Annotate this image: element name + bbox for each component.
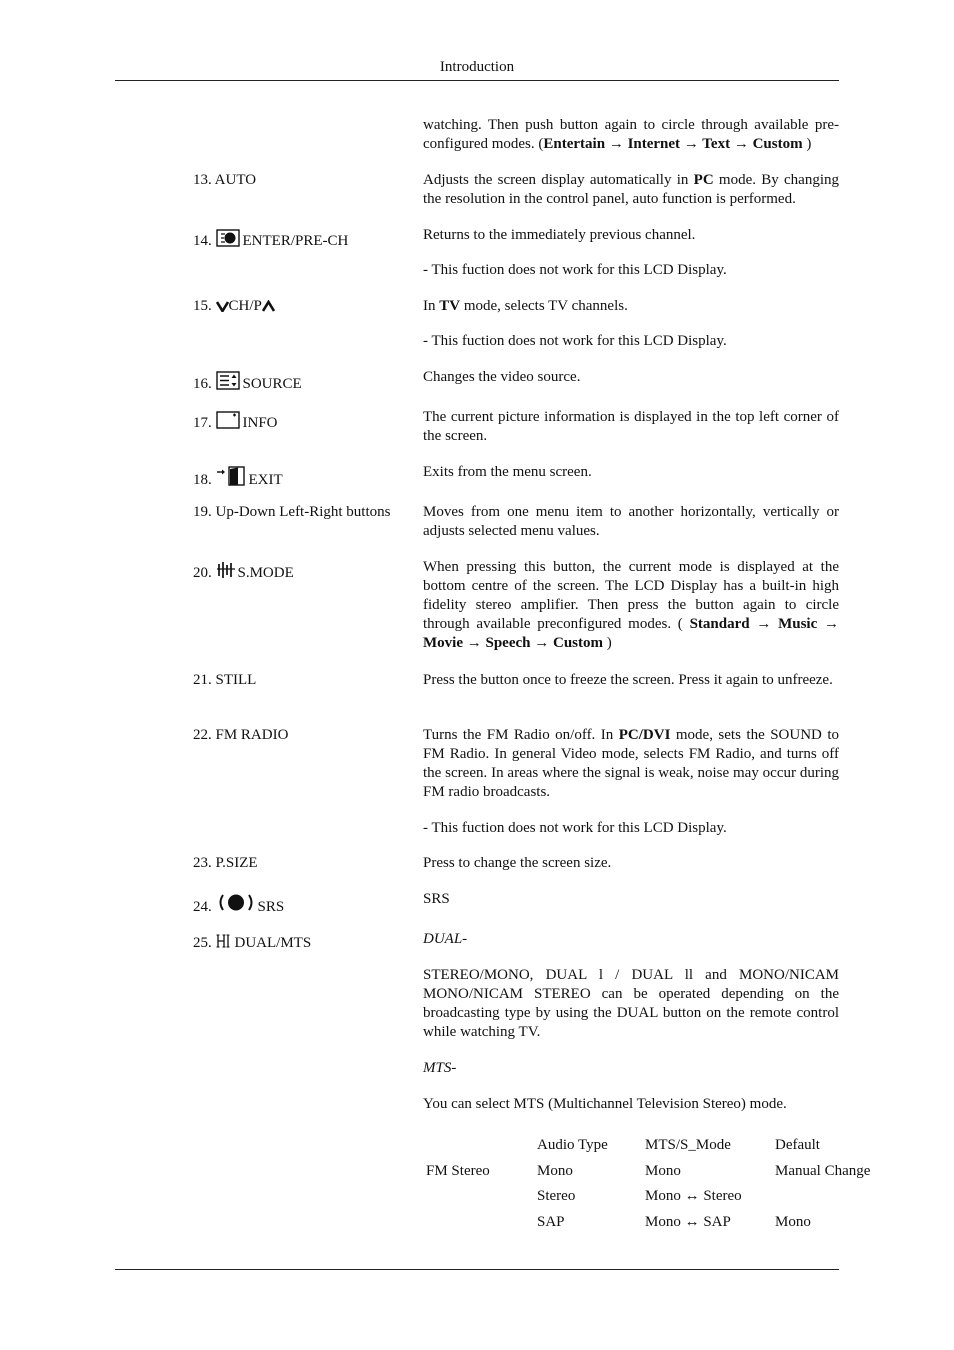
- table-cell: [423, 1184, 537, 1210]
- srs-icon: [216, 893, 256, 919]
- item-srs-desc: SRS: [423, 891, 450, 907]
- intro-paragraph: watching. Then push button again to circle through available pre-configured modes. (Entertain → Internet → Text → Custom ): [423, 117, 839, 152]
- item-exit-label: 18. EXIT: [193, 466, 395, 492]
- item-updown-desc: Moves from one menu item to another horizontally, vertically or adjusts selected menu values.: [423, 504, 839, 539]
- table-cell: Stereo: [537, 1188, 576, 1205]
- table-cell: [423, 1210, 537, 1236]
- item-ch-desc: In TV mode, selects TV channels.: [423, 298, 628, 314]
- item-auto-label: 13. AUTO: [193, 172, 257, 188]
- item-enter-note: - This fuction does not work for this LCD Display.: [423, 262, 727, 278]
- item-source-desc: Changes the video source.: [423, 369, 581, 385]
- mts-heading: MTS-: [423, 1060, 457, 1076]
- chevron-down-icon: [216, 299, 229, 318]
- item-ch-note: - This fuction does not work for this LCD Display.: [423, 333, 727, 349]
- table-cell: Mono ↔ Stereo: [645, 1188, 742, 1205]
- table-header-cell: Default: [775, 1137, 820, 1154]
- mts-table: [423, 1133, 870, 1235]
- smode-icon: [216, 561, 236, 585]
- item-auto-desc: Adjusts the screen display automatically in PC mode. By changing the resolution in the control panel, auto function is performed.: [423, 172, 839, 207]
- item-updown-label: 19. Up-Down Left-Right buttons: [193, 504, 391, 520]
- item-fm-note: - This fuction does not work for this LCD Display.: [423, 820, 727, 836]
- enter-prech-icon: [216, 229, 240, 253]
- dual-heading: DUAL-: [423, 931, 468, 947]
- table-cell: Mono: [775, 1213, 811, 1230]
- item-srs-label: 24. SRS: [193, 893, 395, 919]
- table-header-row: [423, 1133, 870, 1159]
- item-smode-desc: When pressing this button, the current mode is displayed at the bottom centre of the screen. The LCD Display has a built-in high fidelity stereo amplifier. Then press the button again to circle through available preconfigured modes. ( Standard → Music → Movie → Speech → Custom ): [423, 559, 840, 651]
- exit-icon: [216, 466, 246, 492]
- footer-rule: [115, 1269, 839, 1270]
- item-ch-label: 15. CH/P: [193, 297, 395, 318]
- table-header-cell: Audio Type: [537, 1137, 608, 1154]
- item-still-desc: Press the button once to freeze the screen. Press it again to unfreeze.: [423, 672, 833, 688]
- item-fm-desc: Turns the FM Radio on/off. In PC/DVI mode, sets the SOUND to FM Radio. In general Video mode, selects FM Radio, and turns off the screen. In areas where the signal is weak, noise may occur during FM radio broadcasts.: [423, 727, 839, 800]
- table-cell: Mono: [537, 1162, 573, 1179]
- item-exit-desc: Exits from the menu screen.: [423, 464, 592, 480]
- item-info-label: 17. INFO: [193, 411, 395, 435]
- item-fm-label: 22. FM RADIO: [193, 727, 289, 743]
- item-enter-desc: Returns to the immediately previous channel.: [423, 227, 696, 243]
- table-cell: Mono: [645, 1162, 681, 1179]
- item-smode-label: 20. S.MODE: [193, 561, 395, 585]
- source-icon: [216, 371, 240, 396]
- item-source-label: 16. SOURCE: [193, 371, 395, 396]
- table-cell: Mono ↔ SAP: [645, 1213, 731, 1230]
- item-psize-desc: Press to change the screen size.: [423, 855, 612, 871]
- dual-icon: [216, 933, 232, 955]
- item-still-label: 21. STILL: [193, 672, 257, 688]
- item-psize-label: 23. P.SIZE: [193, 855, 258, 871]
- item-enter-label: 14. ENTER/PRE-CH: [193, 229, 395, 253]
- info-icon: [216, 411, 240, 435]
- table-cell: SAP: [537, 1213, 565, 1230]
- table-row: [423, 1210, 870, 1236]
- table-row: [423, 1184, 870, 1210]
- table-header-cell: MTS/S_Mode: [645, 1137, 731, 1154]
- table-cell: Manual Change: [775, 1162, 871, 1179]
- item-info-desc: The current picture information is displayed in the top left corner of the screen.: [423, 409, 839, 444]
- header-rule: [115, 80, 839, 81]
- table-header-cell: [423, 1133, 537, 1159]
- table-cell: FM Stereo: [426, 1162, 490, 1179]
- chevron-up-icon: [262, 299, 275, 318]
- table-cell: [775, 1184, 870, 1210]
- dual-desc: STEREO/MONO, DUAL l / DUAL ll and MONO/NICAM MONO/NICAM STEREO can be operated depending on the broadcasting type by using the DUAL button on the remote control while watching TV.: [423, 967, 839, 1040]
- table-row: [423, 1159, 870, 1185]
- item-dual-label: 25. DUAL/MTS: [193, 933, 395, 955]
- mts-desc: You can select MTS (Multichannel Television Stereo) mode.: [423, 1096, 787, 1112]
- page-header: Introduction: [439, 59, 515, 75]
